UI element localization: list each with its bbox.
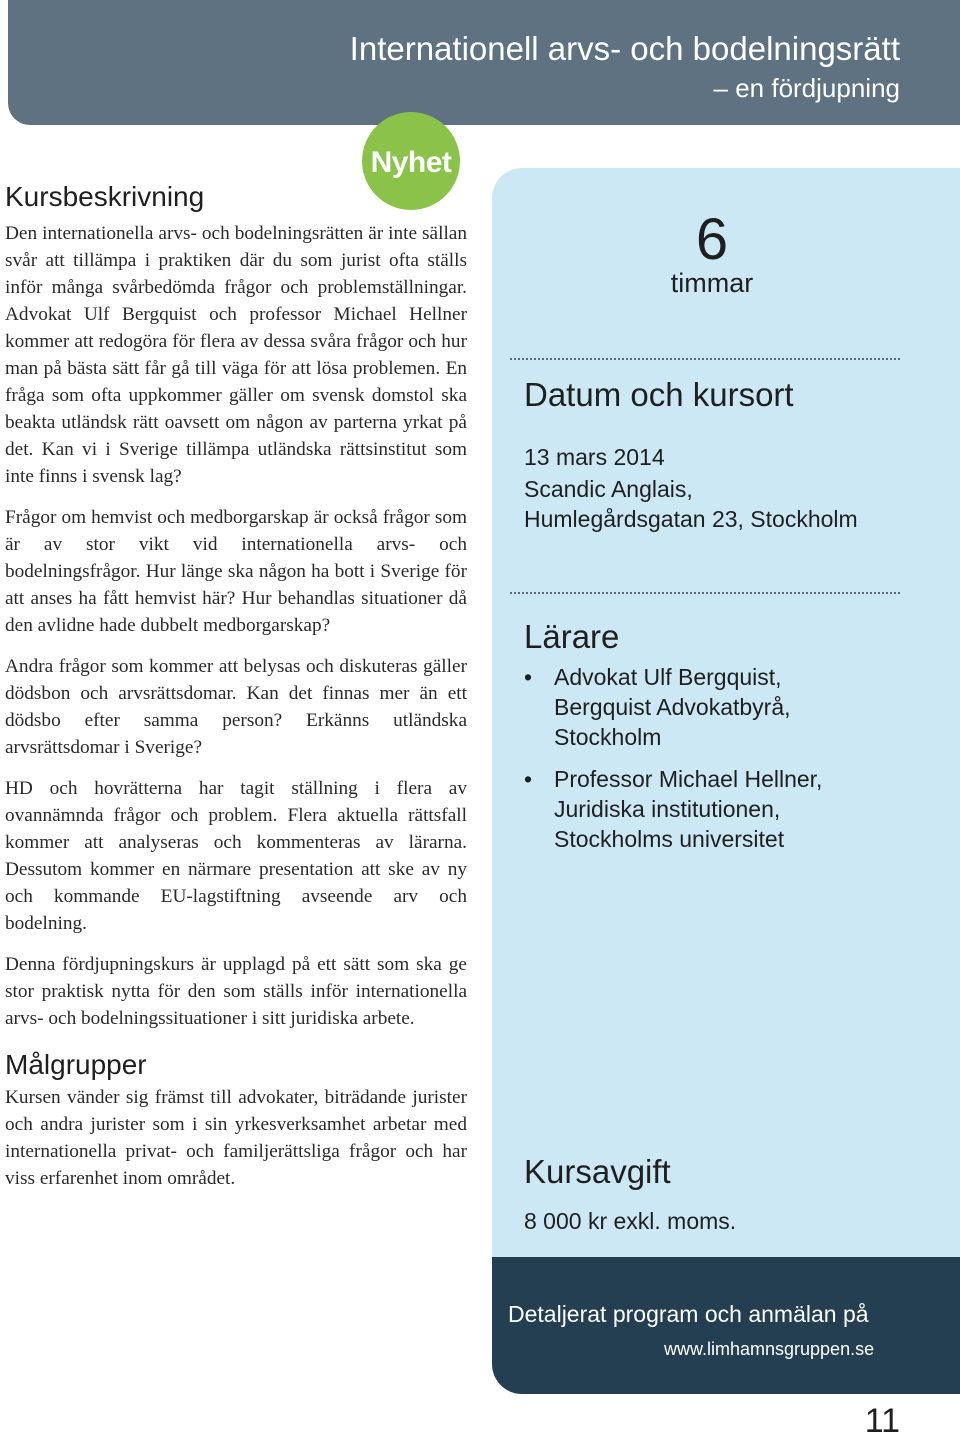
document-title: Internationell arvs- och bodelningsrätt <box>349 30 900 67</box>
teacher-affiliation: Bergquist Advokatbyrå, <box>554 694 791 720</box>
page-number: 11 <box>864 1402 900 1440</box>
course-paragraph-4: HD och hovrätterna har tagit ställning i flera av ovannämnda frågor och problem. Flera aktuella rättsfall kommer att analyseras och kommenteras av lärarna. Dessutom kommer en närmare presentation att ske av ny och kommande EU-lagstiftning avseende arv och bodelning. <box>5 778 467 934</box>
registration-link[interactable]: www.limhamnsgruppen.se <box>664 1339 875 1359</box>
teacher-location: Stockholm <box>554 724 662 750</box>
registration-footer <box>492 1257 960 1394</box>
teachers-heading: Lärare <box>524 618 620 655</box>
bullet-icon: • <box>524 664 533 690</box>
teacher-location: Stockholms universitet <box>554 826 785 852</box>
document-subtitle: – en fördjupning <box>713 73 900 103</box>
course-hours-value: 6 <box>695 207 729 272</box>
teacher-name: Advokat Ulf Bergquist, <box>554 664 782 690</box>
registration-text: Detaljerat program och anmälan på <box>508 1301 869 1327</box>
teacher-affiliation: Juridiska institutionen, <box>554 796 781 822</box>
course-paragraph-5: Denna fördjupningskurs är upplagd på ett sätt som ska ge stor praktisk nytta för den som ställs inför internationella arvs- och bodelningssituationer i sitt juridiska arbete. <box>5 954 467 1029</box>
venue-name: Scandic Anglais, <box>524 476 693 502</box>
course-fee: 8 000 kr exkl. moms. <box>524 1208 737 1234</box>
course-paragraph-3: Andra frågor som kommer att belysas och diskuteras gäller dödsbon och arvsrättsdomar. Kan det finnas mer än ett dödsbo efter samma person? Erkänns utländska arvsrättsdomar i Sverige? <box>5 656 467 758</box>
teacher-name: Professor Michael Hellner, <box>554 766 823 792</box>
course-paragraph-1: Den internationella arvs- och bodelningsrätten är inte sällan svår att tillämpa i praktiken där du som jurist ofta ställs inför många svårbedömda frågor och problemställningar. Advokat Ulf Bergquist och professor Michael Hellner kommer att redogöra för flera av dessa svåra frågor och hur man på bästa sätt får gå till väga för att lösa problemen. En fråga som ofta uppkommer gäller om svensk domstol ska beakta utländsk rätt oavsett om någon av parterna yrkat på det. Kan vi i Sverige tillämpa utländska rättsinstitut som inte finns i svensk lag? <box>5 223 467 487</box>
venue-address: Humlegårdsgatan 23, Stockholm <box>524 506 858 532</box>
dotted-divider <box>510 358 900 360</box>
info-sidebar <box>492 168 960 1394</box>
target-group-text: Kursen vänder sig främst till advokater, biträdande jurister och andra jurister som i sin yrkesverksamhet arbetar med internationella privat- och familjerättsliga frågor och har viss erfarenhet inom området. <box>5 1087 467 1189</box>
header-banner <box>8 0 960 125</box>
target-group-heading: Målgrupper <box>5 1049 147 1080</box>
new-badge-label: Nyhet <box>370 146 452 179</box>
course-paragraph-2: Frågor om hemvist och medborgarskap är också frågor som är av stor vikt vid internationella arvs- och bodelningsfrågor. Hur länge ska någon ha bott i Sverige för att anses ha fått hemvist här? Hur behandlas situationer då den avlidne hade dubbelt medborgarskap? <box>5 507 467 636</box>
course-hours-unit: timmar <box>670 268 754 298</box>
course-fee-heading: Kursavgift <box>524 1153 671 1190</box>
dotted-divider <box>510 592 900 594</box>
bullet-icon: • <box>524 766 533 792</box>
course-date: 13 mars 2014 <box>524 444 665 470</box>
date-location-heading: Datum och kursort <box>524 376 794 413</box>
course-description-column <box>5 180 467 1206</box>
course-description-heading: Kursbeskrivning <box>5 181 205 212</box>
